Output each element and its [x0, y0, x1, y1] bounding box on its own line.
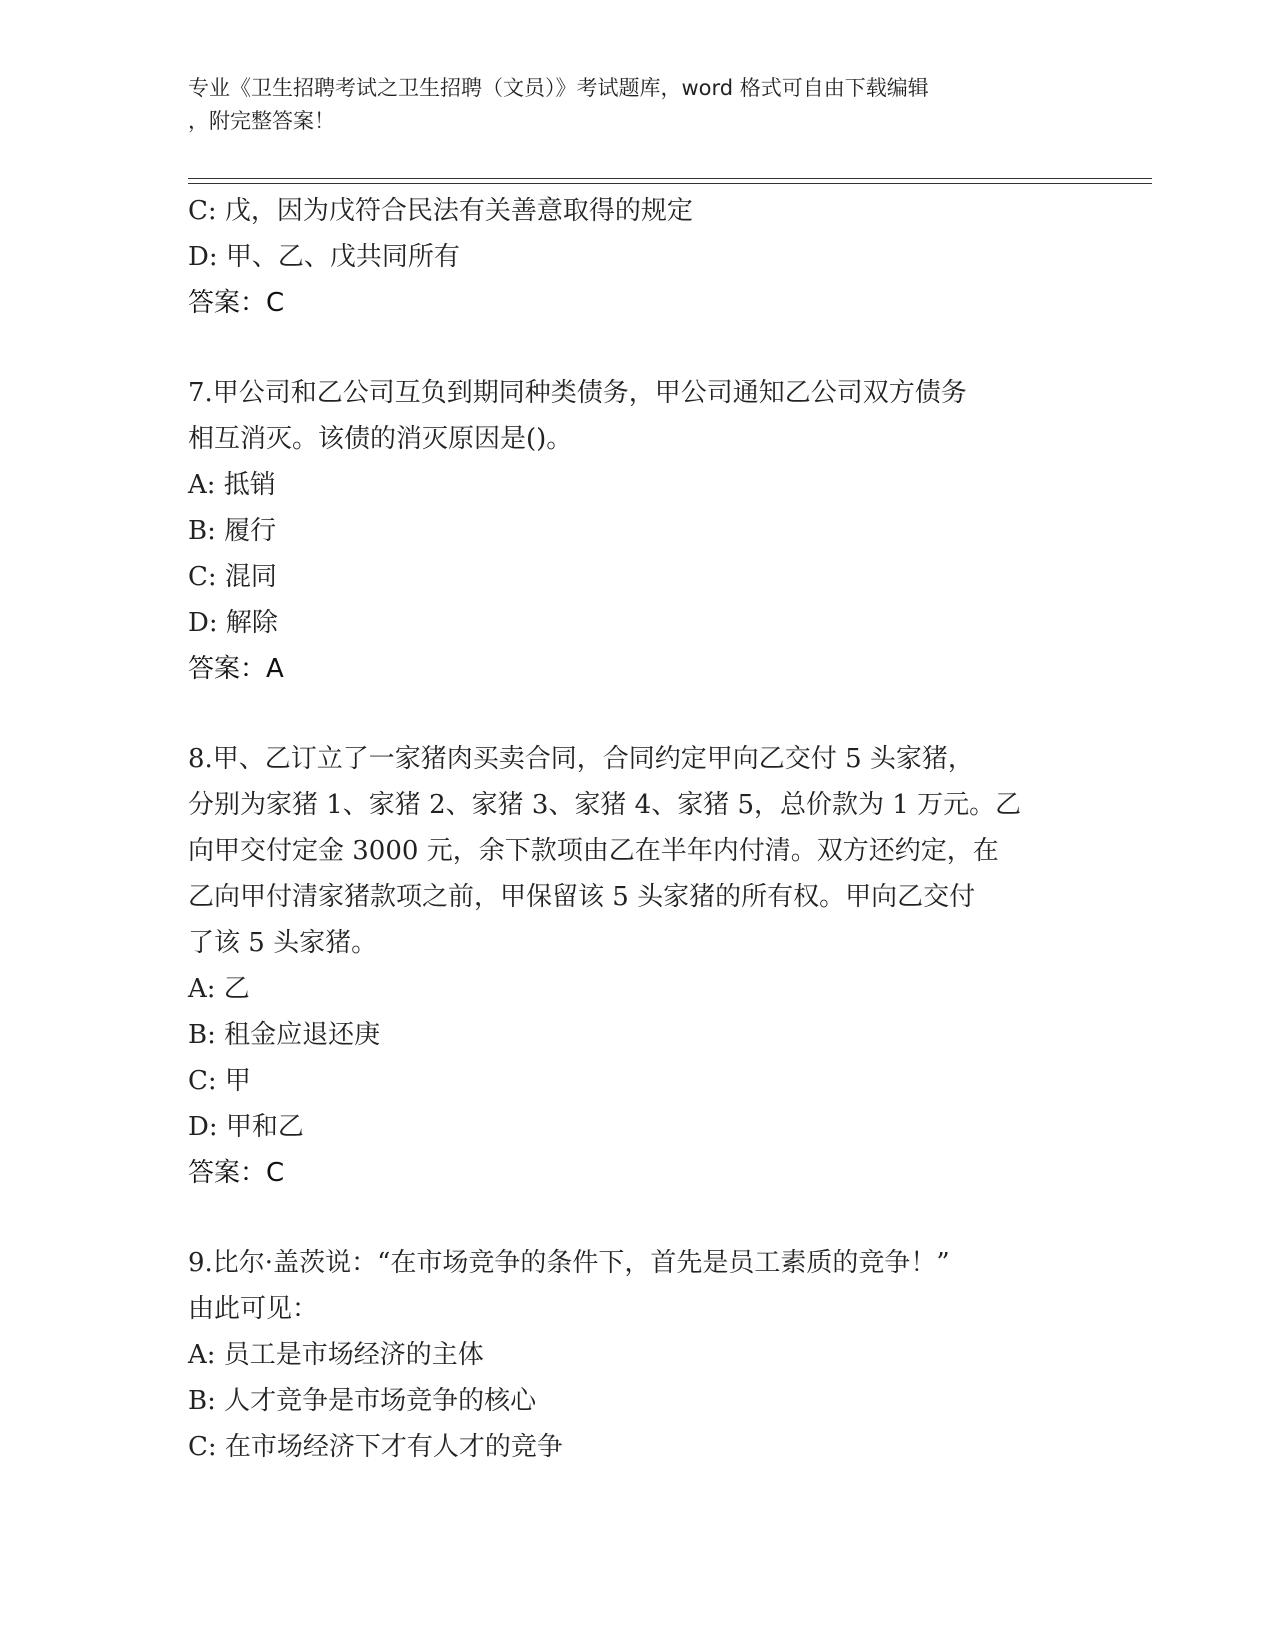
- q9-option-a: A: 员工是市场经济的主体: [188, 1340, 484, 1370]
- q8-answer: 答案：C: [188, 1158, 285, 1188]
- page-header: [188, 72, 1088, 138]
- header-rule-top: [188, 178, 1152, 179]
- q7-stem-line-2: 相互消灭。该债的消灭原因是()。: [188, 424, 573, 454]
- q8-stem-line-4: 乙向甲付清家猪款项之前，甲保留该 5 头家猪的所有权。甲向乙交付: [188, 882, 976, 912]
- spacer: [188, 692, 1088, 736]
- question-list: [188, 188, 1088, 1470]
- q8-option-c: C: 甲: [188, 1066, 251, 1096]
- q7-option-c: C: 混同: [188, 562, 277, 592]
- q7-answer: 答案：A: [188, 654, 284, 684]
- question-8: [188, 736, 1088, 1196]
- q7-stem-line-1: 7.甲公司和乙公司互负到期同种类债务，甲公司通知乙公司双方债务: [188, 378, 967, 408]
- question-6: [188, 188, 1088, 326]
- q9-stem-line-1: 9.比尔·盖茨说：“在市场竞争的条件下，首先是员工素质的竞争！”: [188, 1248, 950, 1278]
- q9-option-c: C: 在市场经济下才有人才的竞争: [188, 1432, 563, 1462]
- q8-option-b: B: 租金应退还庚: [188, 1020, 381, 1050]
- spacer: [188, 326, 1088, 370]
- header-line-2: ，附完整答案！: [188, 109, 335, 133]
- q9-stem-line-2: 由此可见：: [188, 1294, 319, 1324]
- q8-stem-line-2: 分别为家猪 1、家猪 2、家猪 3、家猪 4、家猪 5，总价款为 1 万元。乙: [188, 790, 1022, 820]
- q8-stem-line-5: 了该 5 头家猪。: [188, 928, 378, 958]
- q7-option-d: D: 解除: [188, 608, 278, 638]
- q7-option-a: A: 抵销: [188, 470, 276, 500]
- header-rule-bottom: [188, 183, 1152, 184]
- question-9: [188, 1240, 1088, 1470]
- q9-option-b: B: 人才竞争是市场竞争的核心: [188, 1386, 537, 1416]
- header-line-1: 专业《卫生招聘考试之卫生招聘（文员）》考试题库，word 格式可自由下载编辑: [188, 76, 929, 100]
- q8-option-d: D: 甲和乙: [188, 1112, 304, 1142]
- q7-option-b: B: 履行: [188, 516, 277, 546]
- q8-stem-line-3: 向甲交付定金 3000 元，余下款项由乙在半年内付清。双方还约定，在: [188, 836, 999, 866]
- question-7: [188, 370, 1088, 692]
- q8-stem-line-1: 8.甲、乙订立了一家猪肉买卖合同，合同约定甲向乙交付 5 头家猪，: [188, 744, 974, 774]
- q6-option-c: C: 戊，因为戊符合民法有关善意取得的规定: [188, 196, 693, 226]
- q8-option-a: A: 乙: [188, 974, 250, 1004]
- spacer: [188, 1196, 1088, 1240]
- q6-answer: 答案：C: [188, 288, 285, 318]
- q6-option-d: D: 甲、乙、戊共同所有: [188, 242, 460, 272]
